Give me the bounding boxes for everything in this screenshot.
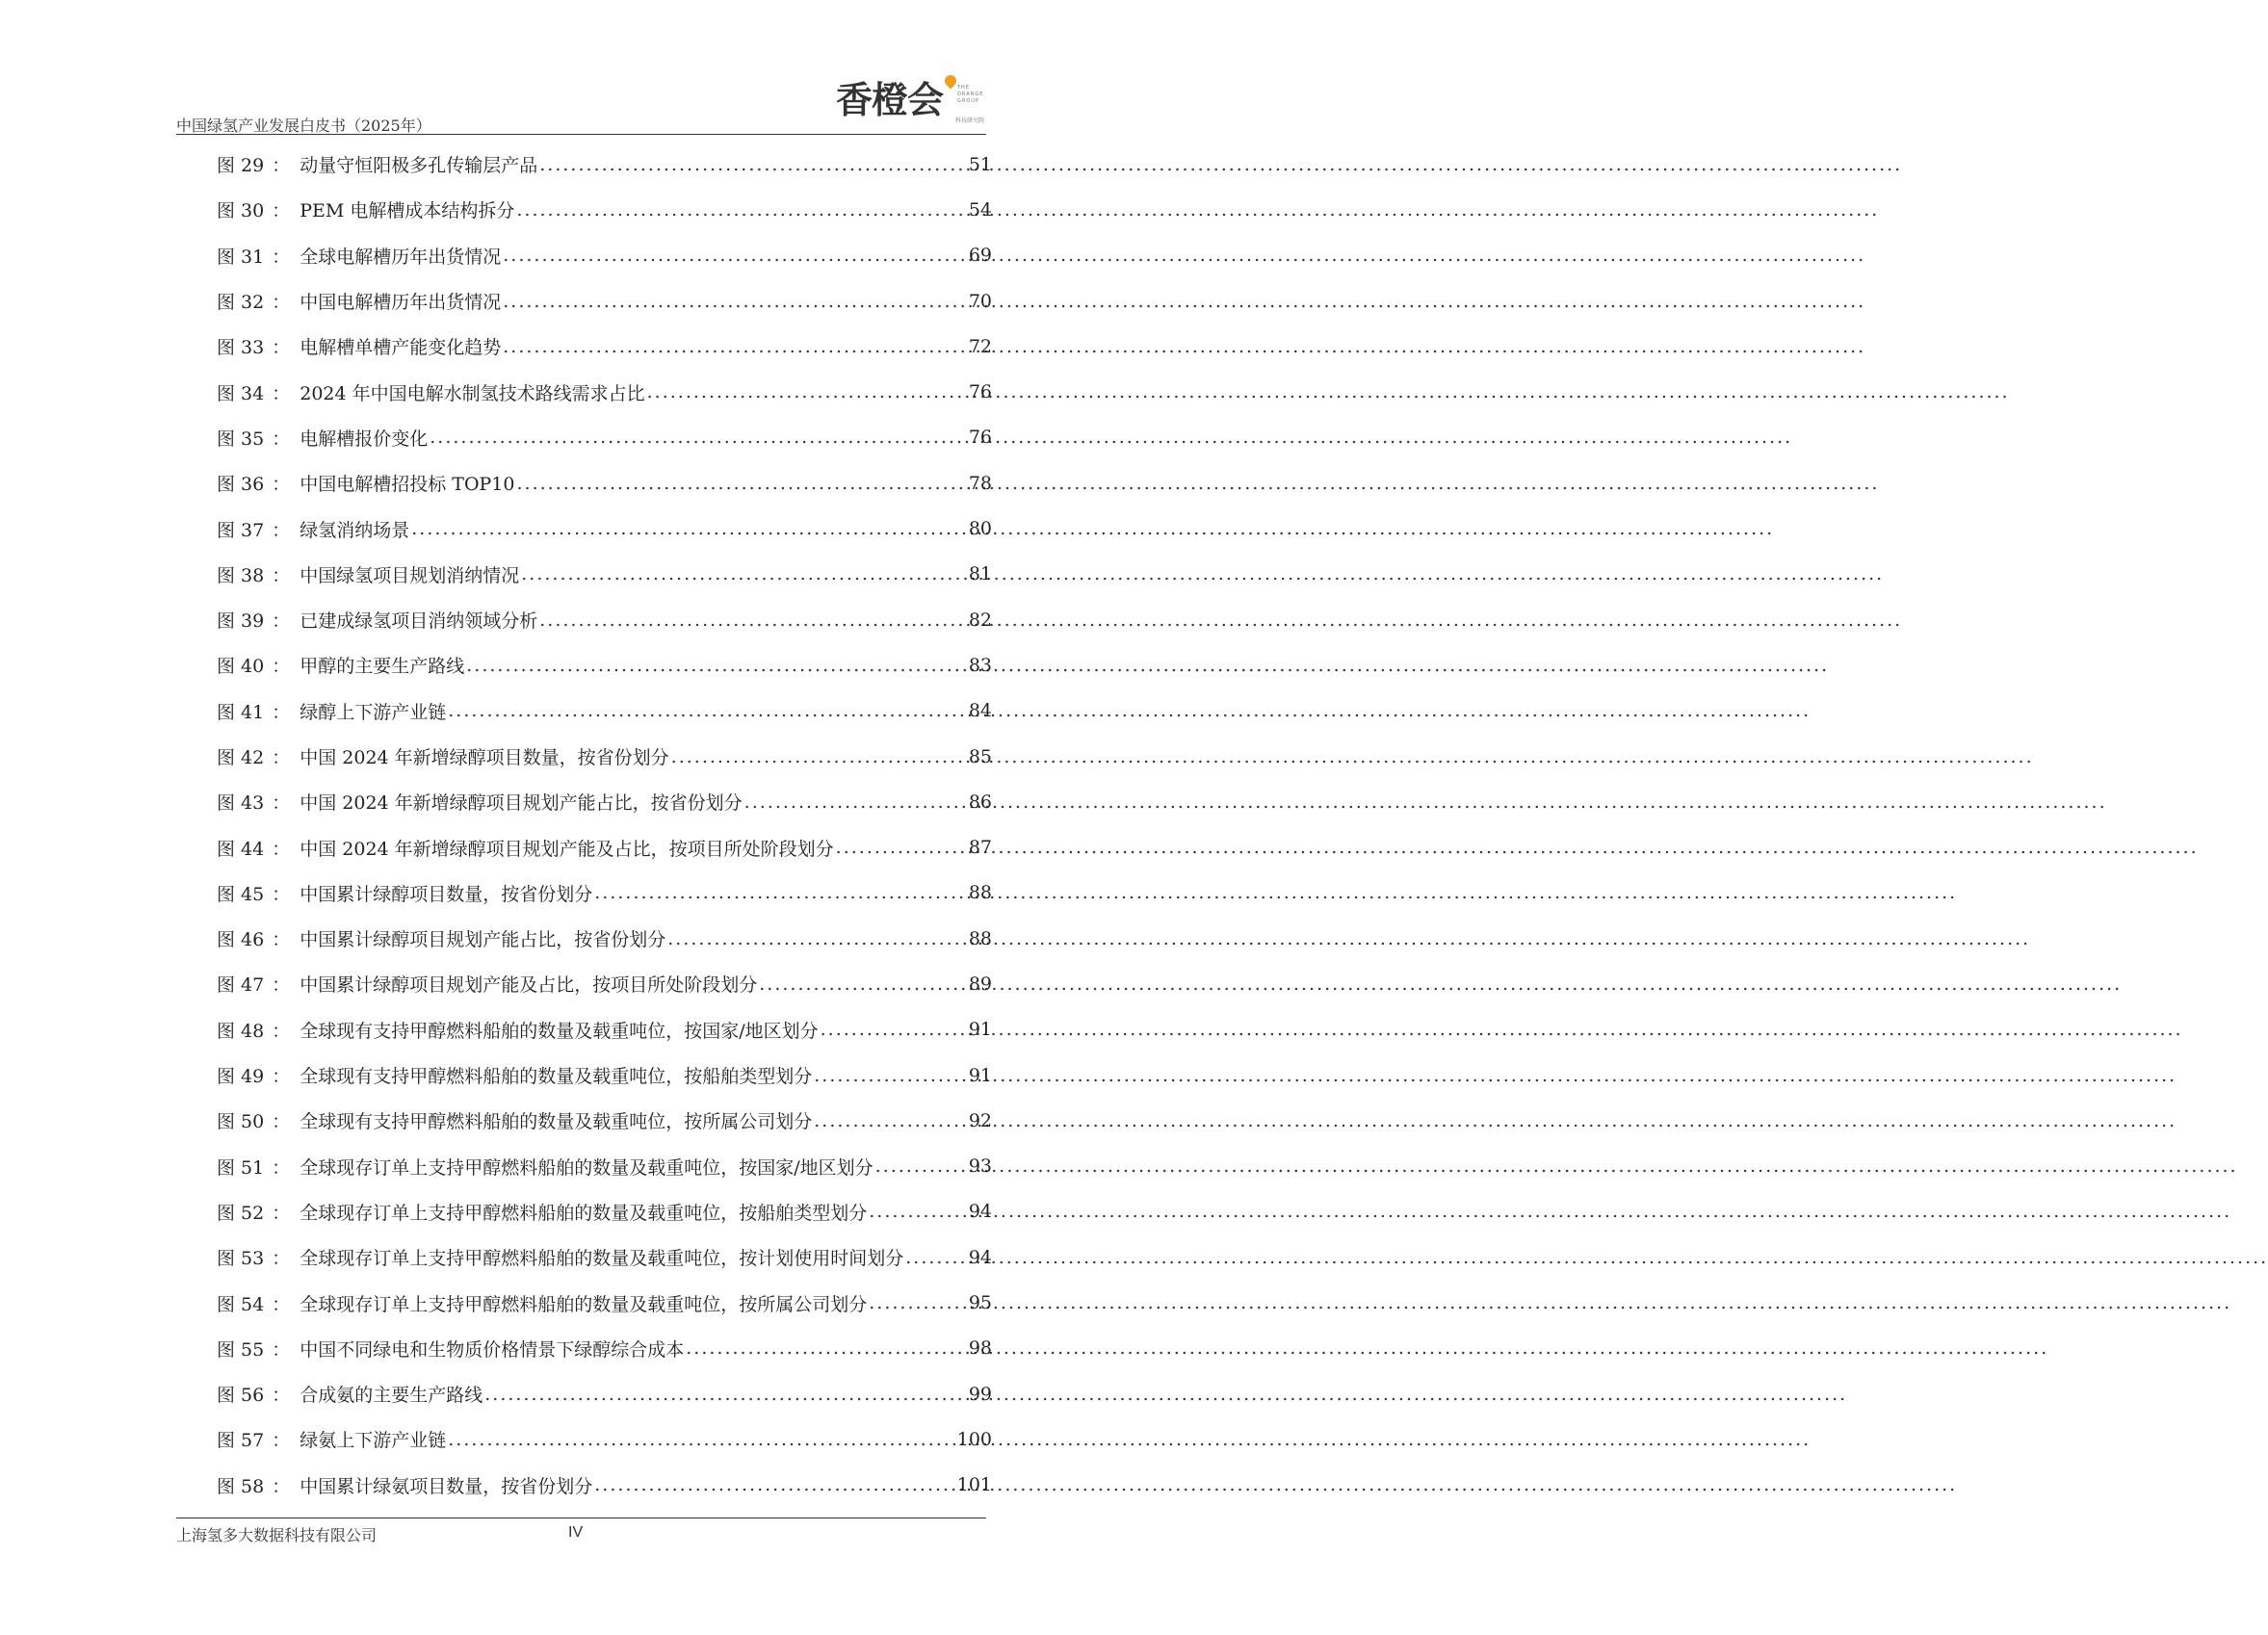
toc-page-number: 89 bbox=[968, 973, 992, 995]
toc-figure-number: 图 56 bbox=[217, 1385, 265, 1407]
toc-leader-dots bbox=[411, 518, 967, 539]
toc-figure-number: 图 31 bbox=[217, 246, 265, 268]
toc-title: 中国电解槽历年出货情况 bbox=[300, 292, 502, 314]
toc-separator: ： bbox=[272, 1293, 291, 1315]
toc-page-number: 95 bbox=[968, 1292, 992, 1314]
toc-page-number: 72 bbox=[968, 335, 992, 357]
toc-figure-number: 图 33 bbox=[217, 337, 265, 359]
toc-title: 全球现有支持甲醇燃料船舶的数量及载重吨位，按所属公司划分 bbox=[300, 1111, 813, 1133]
toc-leader-dots bbox=[667, 928, 967, 949]
toc-figure-number: 图 44 bbox=[217, 838, 265, 860]
toc-page-number: 81 bbox=[968, 563, 992, 585]
toc-title: 已建成绿氢项目消纳领域分析 bbox=[300, 610, 538, 633]
toc-title: 全球现存订单上支持甲醇燃料船舶的数量及载重吨位，按计划使用时间划分 bbox=[300, 1248, 904, 1270]
toc-leader-dots bbox=[821, 1019, 967, 1040]
toc-leader-dots bbox=[516, 199, 966, 221]
toc-figure-number: 图 53 bbox=[217, 1248, 265, 1270]
toc-page-number: 94 bbox=[968, 1201, 992, 1223]
toc-entry[interactable] bbox=[217, 142, 992, 187]
toc-page-number: 86 bbox=[968, 791, 992, 813]
toc-figure-number: 图 55 bbox=[217, 1338, 265, 1361]
toc-page-number: 80 bbox=[968, 518, 992, 540]
toc-list bbox=[217, 142, 992, 1508]
toc-title: 全球现存订单上支持甲醇燃料船舶的数量及载重吨位，按船舶类型划分 bbox=[300, 1202, 868, 1224]
toc-page-number: 83 bbox=[968, 654, 992, 676]
toc-entry[interactable] bbox=[217, 1371, 992, 1416]
toc-title: 电解槽单槽产能变化趋势 bbox=[300, 337, 502, 359]
toc-figure-number: 图 32 bbox=[217, 292, 265, 314]
logo-english: THE ORANGE GROUP bbox=[957, 85, 984, 104]
logo-subtitle: 科技研究院 bbox=[955, 117, 985, 124]
toc-leader-dots bbox=[905, 1247, 967, 1268]
toc-entry[interactable] bbox=[217, 824, 992, 869]
toc-separator: ： bbox=[272, 200, 291, 222]
toc-separator: ： bbox=[272, 1248, 291, 1270]
toc-entry[interactable] bbox=[217, 1234, 992, 1280]
toc-separator: ： bbox=[272, 1385, 291, 1407]
toc-separator: ： bbox=[272, 974, 291, 997]
footer-page-number: IV bbox=[568, 1524, 584, 1541]
toc-separator: ： bbox=[272, 1111, 291, 1133]
toc-entry[interactable] bbox=[217, 1326, 992, 1371]
logo-drop-icon bbox=[943, 73, 959, 90]
toc-leader-dots bbox=[430, 427, 967, 448]
toc-leader-dots bbox=[647, 381, 967, 402]
toc-leader-dots bbox=[594, 1474, 954, 1495]
toc-figure-number: 图 38 bbox=[217, 564, 265, 586]
toc-separator: ： bbox=[272, 1156, 291, 1179]
toc-figure-number: 图 50 bbox=[217, 1111, 265, 1133]
toc-page-number: 91 bbox=[968, 1019, 992, 1041]
toc-leader-dots bbox=[814, 1065, 967, 1086]
toc-leader-dots bbox=[869, 1201, 967, 1222]
toc-leader-dots bbox=[671, 746, 967, 767]
toc-leader-dots bbox=[594, 882, 967, 903]
toc-separator: ： bbox=[272, 701, 291, 723]
toc-separator: ： bbox=[272, 929, 291, 951]
toc-figure-number: 图 37 bbox=[217, 519, 265, 541]
toc-leader-dots bbox=[759, 973, 967, 995]
toc-entry[interactable] bbox=[217, 779, 992, 824]
toc-title: 全球现有支持甲醇燃料船舶的数量及载重吨位，按国家/地区划分 bbox=[300, 1020, 819, 1042]
toc-entry[interactable] bbox=[217, 1416, 992, 1462]
toc-separator: ： bbox=[272, 292, 291, 314]
toc-entry[interactable] bbox=[217, 1052, 992, 1098]
toc-separator: ： bbox=[272, 792, 291, 815]
toc-figure-number: 图 46 bbox=[217, 929, 265, 951]
toc-entry[interactable] bbox=[217, 552, 992, 597]
toc-title: 全球现存订单上支持甲醇燃料船舶的数量及载重吨位，按所属公司划分 bbox=[300, 1293, 868, 1315]
toc-separator: ： bbox=[272, 519, 291, 541]
toc-page-number: 70 bbox=[968, 290, 992, 312]
toc-title: 全球现存订单上支持甲醇燃料船舶的数量及载重吨位，按国家/地区划分 bbox=[300, 1156, 873, 1179]
toc-title: 中国 2024 年新增绿醇项目规划产能占比，按省份划分 bbox=[300, 792, 743, 815]
toc-separator: ： bbox=[272, 610, 291, 633]
toc-leader-dots bbox=[503, 291, 967, 312]
logo-mark: 香橙会 bbox=[836, 79, 944, 121]
toc-title: 中国电解槽招投标 TOP10 bbox=[300, 474, 515, 496]
toc-page-number: 98 bbox=[968, 1337, 992, 1360]
logo bbox=[836, 75, 990, 127]
toc-title: 2024 年中国电解水制氢技术路线需求占比 bbox=[300, 382, 645, 404]
toc-page-number: 94 bbox=[968, 1246, 992, 1268]
toc-separator: ： bbox=[272, 1066, 291, 1088]
toc-entry[interactable] bbox=[217, 916, 992, 961]
toc-leader-dots bbox=[875, 1155, 967, 1177]
toc-page-number: 84 bbox=[968, 700, 992, 722]
toc-page-number: 76 bbox=[968, 427, 992, 449]
toc-title: 中国 2024 年新增绿醇项目数量，按省份划分 bbox=[300, 747, 669, 768]
toc-title: 全球现有支持甲醇燃料船舶的数量及载重吨位，按船舶类型划分 bbox=[300, 1066, 813, 1088]
toc-separator: ： bbox=[272, 1202, 291, 1224]
toc-figure-number: 图 41 bbox=[217, 701, 265, 723]
toc-figure-number: 图 51 bbox=[217, 1156, 265, 1179]
toc-page-number: 76 bbox=[968, 381, 992, 403]
toc-title: 中国累计绿氨项目数量，按省份划分 bbox=[300, 1475, 593, 1497]
toc-title: PEM 电解槽成本结构拆分 bbox=[300, 200, 515, 222]
toc-separator: ： bbox=[272, 428, 291, 450]
toc-title: 中国累计绿醇项目规划产能及占比，按项目所处阶段划分 bbox=[300, 974, 758, 997]
toc-page-number: 88 bbox=[968, 927, 992, 949]
toc-leader-dots bbox=[503, 245, 967, 266]
toc-entry[interactable] bbox=[217, 642, 992, 688]
toc-figure-number: 图 48 bbox=[217, 1020, 265, 1042]
toc-page-number: 92 bbox=[968, 1109, 992, 1131]
toc-page-number: 91 bbox=[968, 1064, 992, 1086]
toc-figure-number: 图 30 bbox=[217, 200, 265, 222]
toc-leader-dots bbox=[539, 154, 967, 175]
toc-title: 中国不同绿电和生物质价格情景下绿醇综合成本 bbox=[300, 1338, 685, 1361]
toc-leader-dots bbox=[814, 1110, 967, 1131]
toc-leader-dots bbox=[484, 1384, 967, 1405]
toc-page-number: 93 bbox=[968, 1155, 992, 1178]
toc-entry[interactable] bbox=[217, 506, 992, 551]
toc-page-number: 82 bbox=[968, 609, 992, 631]
toc-figure-number: 图 40 bbox=[217, 656, 265, 678]
toc-separator: ： bbox=[272, 656, 291, 678]
toc-separator: ： bbox=[272, 1338, 291, 1361]
toc-title: 合成氨的主要生产路线 bbox=[300, 1385, 483, 1407]
toc-page-number: 51 bbox=[968, 153, 992, 175]
toc-entry[interactable] bbox=[217, 369, 992, 414]
toc-leader-dots bbox=[448, 1429, 954, 1450]
toc-title: 绿氨上下游产业链 bbox=[300, 1430, 447, 1452]
toc-title: 中国绿氢项目规划消纳情况 bbox=[300, 564, 520, 586]
toc-figure-number: 图 52 bbox=[217, 1202, 265, 1224]
toc-separator: ： bbox=[272, 1430, 291, 1452]
toc-entry[interactable] bbox=[217, 233, 992, 278]
header-title: 中国绿氢产业发展白皮书（2025年） bbox=[176, 117, 431, 135]
toc-figure-number: 图 34 bbox=[217, 382, 265, 404]
toc-figure-number: 图 57 bbox=[217, 1430, 265, 1452]
toc-page-number: 78 bbox=[968, 472, 992, 494]
toc-page-number: 99 bbox=[968, 1383, 992, 1405]
toc-leader-dots bbox=[503, 336, 967, 357]
toc-entry[interactable] bbox=[217, 278, 992, 324]
toc-title: 绿氢消纳场景 bbox=[300, 519, 410, 541]
toc-figure-number: 图 39 bbox=[217, 610, 265, 633]
toc-title: 电解槽报价变化 bbox=[300, 428, 429, 450]
toc-figure-number: 图 43 bbox=[217, 792, 265, 815]
toc-leader-dots bbox=[539, 610, 967, 631]
toc-title: 绿醇上下游产业链 bbox=[300, 701, 447, 723]
toc-figure-number: 图 54 bbox=[217, 1293, 265, 1315]
toc-leader-dots bbox=[744, 792, 967, 813]
toc-entry[interactable] bbox=[217, 187, 992, 232]
toc-entry[interactable] bbox=[217, 415, 992, 460]
toc-entry[interactable] bbox=[217, 734, 992, 779]
footer-company: 上海氢多大数据科技有限公司 bbox=[176, 1526, 378, 1544]
toc-separator: ： bbox=[272, 1020, 291, 1042]
toc-figure-number: 图 35 bbox=[217, 428, 265, 450]
toc-separator: ： bbox=[272, 838, 291, 860]
toc-entry[interactable] bbox=[217, 1098, 992, 1143]
toc-figure-number: 图 45 bbox=[217, 883, 265, 905]
toc-separator: ： bbox=[272, 382, 291, 404]
toc-title: 中国累计绿醇项目规划产能占比，按省份划分 bbox=[300, 929, 666, 951]
toc-page-number: 87 bbox=[968, 837, 992, 859]
toc-entry[interactable] bbox=[217, 324, 992, 369]
toc-figure-number: 图 29 bbox=[217, 155, 265, 177]
toc-entry[interactable] bbox=[217, 460, 992, 506]
toc-figure-number: 图 49 bbox=[217, 1066, 265, 1088]
toc-leader-dots bbox=[521, 563, 967, 584]
toc-separator: ： bbox=[272, 883, 291, 905]
toc-figure-number: 图 42 bbox=[217, 747, 265, 768]
toc-figure-number: 图 36 bbox=[217, 474, 265, 496]
toc-leader-dots bbox=[517, 473, 967, 494]
toc-figure-number: 图 47 bbox=[217, 974, 265, 997]
toc-title: 甲醇的主要生产路线 bbox=[300, 656, 465, 678]
toc-entry[interactable] bbox=[217, 961, 992, 1006]
toc-leader-dots bbox=[466, 655, 967, 676]
toc-leader-dots bbox=[836, 837, 967, 858]
toc-title: 全球电解槽历年出货情况 bbox=[300, 246, 502, 268]
toc-page-number: 101 bbox=[956, 1474, 992, 1496]
toc-entry[interactable] bbox=[217, 1007, 992, 1052]
toc-title: 中国 2024 年新增绿醇项目规划产能及占比，按项目所处阶段划分 bbox=[300, 838, 834, 860]
toc-page-number: 100 bbox=[956, 1428, 992, 1450]
toc-entry[interactable] bbox=[217, 597, 992, 642]
toc-entry[interactable] bbox=[217, 688, 992, 734]
toc-leader-dots bbox=[448, 700, 967, 721]
toc-page-number: 85 bbox=[968, 745, 992, 767]
toc-separator: ： bbox=[272, 155, 291, 177]
toc-entry[interactable] bbox=[217, 1463, 992, 1508]
toc-title: 动量守恒阳极多孔传输层产品 bbox=[300, 155, 538, 177]
toc-title: 中国累计绿醇项目数量，按省份划分 bbox=[300, 883, 593, 905]
toc-figure-number: 图 58 bbox=[217, 1475, 265, 1497]
toc-separator: ： bbox=[272, 474, 291, 496]
toc-separator: ： bbox=[272, 337, 291, 359]
toc-entry[interactable] bbox=[217, 870, 992, 916]
toc-page-number: 69 bbox=[968, 245, 992, 267]
toc-separator: ： bbox=[272, 747, 291, 768]
toc-entry[interactable] bbox=[217, 1189, 992, 1234]
toc-page-number: 54 bbox=[968, 198, 992, 221]
toc-separator: ： bbox=[272, 564, 291, 586]
toc-leader-dots bbox=[869, 1292, 967, 1313]
toc-separator: ： bbox=[272, 246, 291, 268]
toc-page-number: 88 bbox=[968, 882, 992, 904]
toc-leader-dots bbox=[686, 1337, 967, 1359]
toc-entry[interactable] bbox=[217, 1144, 992, 1189]
header-divider bbox=[176, 134, 986, 135]
toc-separator: ： bbox=[272, 1475, 291, 1497]
toc-entry[interactable] bbox=[217, 1280, 992, 1325]
